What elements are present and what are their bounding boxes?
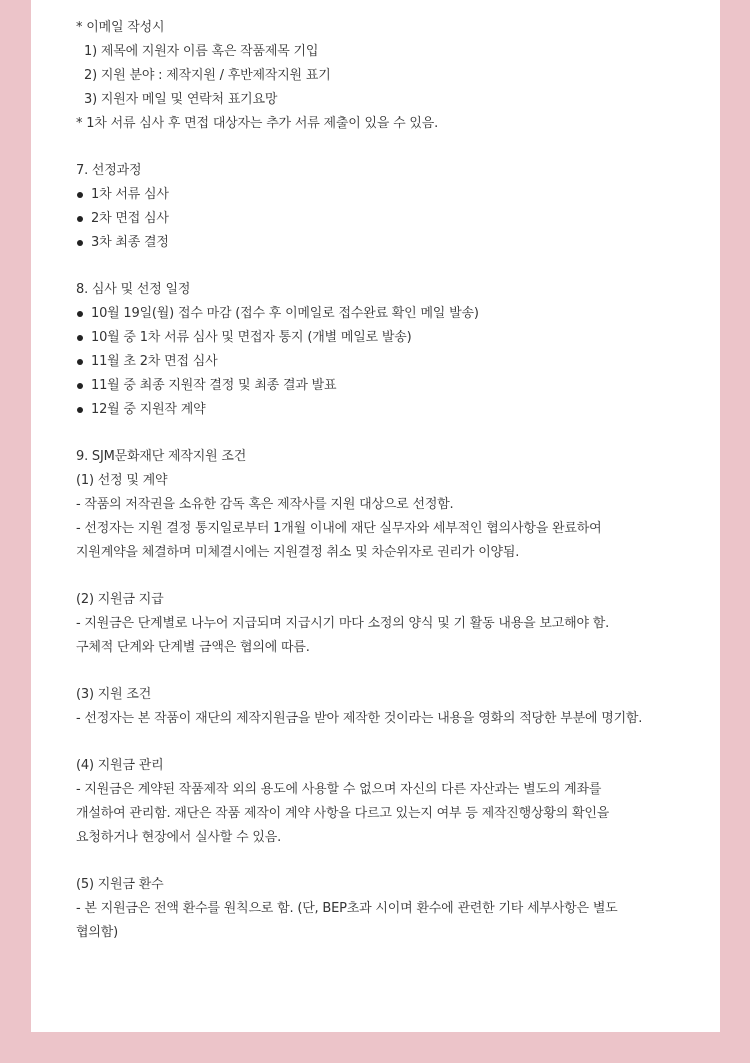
list-item: 2차 면접 심사: [76, 207, 711, 231]
bullet-icon: [77, 359, 83, 365]
document-page: [31, 0, 720, 1032]
list-item: 10월 19일(월) 접수 마감 (접수 후 이메일로 접수완료 확인 메일 발송): [76, 302, 711, 326]
email-item: 2) 지원 분야 : 제작지원 / 후반제작지원 표기: [84, 68, 331, 83]
bullet-icon: [77, 311, 83, 317]
paragraph-line: - 선정자는 본 작품이 재단의 제작지원금을 받아 제작한 것이라는 내용을 영화의 적당한 부분에 명기함.: [76, 711, 643, 726]
list-item: 12월 중 지원작 계약: [76, 398, 711, 422]
section-9-heading: 9. SJM문화재단 제작지원 조건: [76, 449, 247, 464]
list-item: 10월 중 1차 서류 심사 및 면접자 통지 (개별 메일로 발송): [76, 326, 711, 350]
email-note: * 1차 서류 심사 후 면접 대상자는 추가 서류 제출이 있을 수 있음.: [76, 116, 439, 131]
bullet-icon: [77, 407, 83, 413]
paragraph-line: - 지원금은 계약된 작품제작 외의 용도에 사용할 수 없으며 자신의 다른 자산과는 별도의 계좌를: [76, 782, 602, 797]
subsection-title: (5) 지원금 환수: [76, 877, 164, 892]
subsection-title: (2) 지원금 지급: [76, 592, 164, 607]
bullet-icon: [77, 192, 83, 198]
section-8-heading: 8. 심사 및 선정 일정: [76, 282, 191, 297]
paragraph-line: - 작품의 저작권을 소유한 감독 혹은 제작사를 지원 대상으로 선정함.: [76, 497, 454, 512]
subsection-title: (3) 지원 조건: [76, 687, 152, 702]
subsection-title: (1) 선정 및 계약: [76, 473, 168, 488]
list-item: 3차 최종 결정: [76, 231, 711, 255]
bullet-icon: [77, 335, 83, 341]
paragraph-line: - 지원금은 단계별로 나누어 지급되며 지급시기 마다 소정의 양식 및 기 활동 내용을 보고해야 함.: [76, 616, 610, 631]
paragraph-line: 구체적 단계와 단계별 금액은 협의에 따름.: [76, 640, 310, 655]
paragraph-line: 요청하거나 현장에서 실사할 수 있음.: [76, 830, 282, 845]
list-item: 11월 중 최종 지원작 결정 및 최종 결과 발표: [76, 374, 711, 398]
email-item: 1) 제목에 지원자 이름 혹은 작품제목 기입: [84, 44, 319, 59]
paragraph-line: 협의함): [76, 925, 118, 940]
paragraph-line: - 본 지원금은 전액 환수를 원칙으로 함. (단, BEP초과 시이며 환수에 관련한 기타 세부사항은 별도: [76, 901, 618, 916]
list-item: 11월 초 2차 면접 심사: [76, 350, 711, 374]
section-7-heading: 7. 선정과정: [76, 163, 142, 178]
document-content: [76, 16, 711, 945]
paragraph-line: - 선정자는 지원 결정 통지일로부터 1개월 이내에 재단 실무자와 세부적인 협의사항을 완료하여: [76, 521, 602, 536]
bullet-icon: [77, 216, 83, 222]
bullet-icon: [77, 240, 83, 246]
paragraph-line: 지원계약을 체결하며 미체결시에는 지원결정 취소 및 차순위자로 권리가 이양됨.: [76, 545, 520, 560]
list-item: 1차 서류 심사: [76, 183, 711, 207]
paragraph-line: 개설하여 관리함. 재단은 작품 제작이 계약 사항을 다르고 있는지 여부 등 제작진행상황의 확인을: [76, 806, 610, 821]
email-section-heading: * 이메일 작성시: [76, 20, 165, 35]
bullet-icon: [77, 383, 83, 389]
subsection-title: (4) 지원금 관리: [76, 758, 164, 773]
email-item: 3) 지원자 메일 및 연락처 표기요망: [84, 92, 278, 107]
